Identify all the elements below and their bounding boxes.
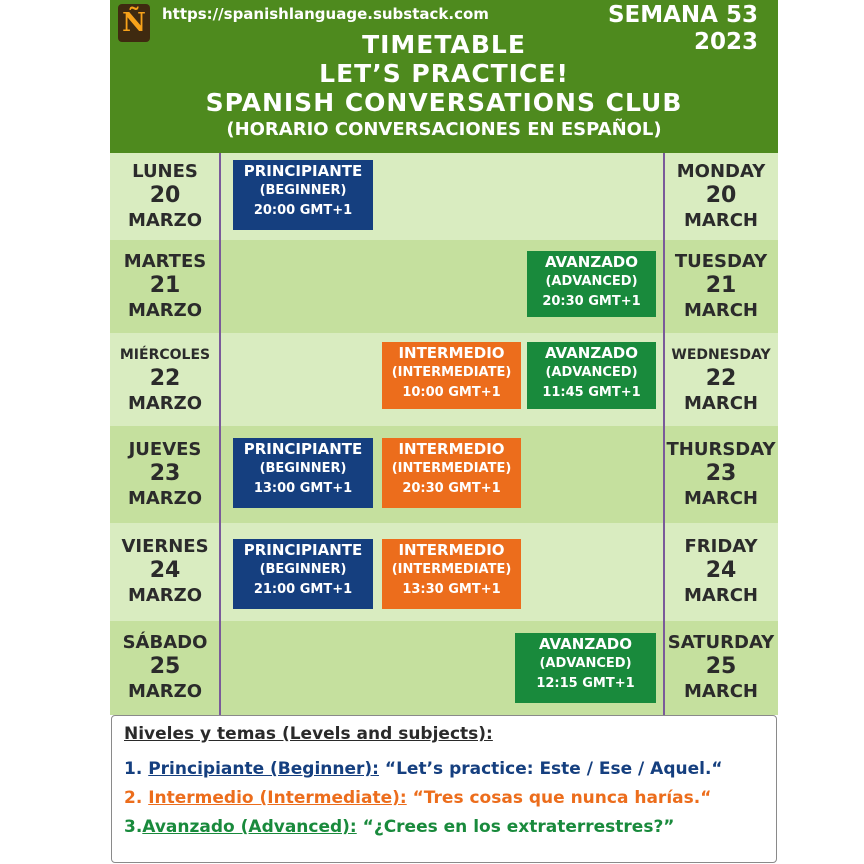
day-name-en: MONDAY xyxy=(676,160,766,182)
month-en: MARCH xyxy=(684,585,758,606)
day-name-es: LUNES xyxy=(132,160,198,182)
session-level: PRINCIPIANTE xyxy=(243,162,363,180)
session-advanced[interactable] xyxy=(515,633,656,703)
day-es-cell xyxy=(110,153,220,240)
session-time: 13:00 GMT+1 xyxy=(253,481,353,496)
day-es-cell xyxy=(110,523,220,621)
session-sublevel: (BEGINNER) xyxy=(259,562,347,577)
column-divider-right xyxy=(663,153,665,715)
logo-icon: Ñ xyxy=(118,4,150,42)
day-name-es: MARTES xyxy=(123,250,207,272)
legend-number: 1. xyxy=(124,759,143,779)
week-number: SEMANA 53 xyxy=(607,2,758,28)
month-en: MARCH xyxy=(684,299,758,321)
levels-legend xyxy=(111,715,777,863)
day-row-saturday xyxy=(110,621,778,715)
legend-title: Niveles y temas (Levels and subjects): xyxy=(124,724,493,744)
legend-level: Avanzado (Advanced): xyxy=(142,817,357,837)
session-sublevel: (ADVANCED) xyxy=(545,365,638,380)
day-name-en: WEDNESDAY xyxy=(671,346,771,363)
session-advanced[interactable] xyxy=(527,251,656,317)
day-row-wednesday xyxy=(110,333,778,426)
day-number: 25 xyxy=(149,654,181,679)
session-sublevel: (BEGINNER) xyxy=(259,461,347,476)
session-intermediate[interactable] xyxy=(382,438,521,508)
legend-level: Principiante (Beginner): xyxy=(148,759,379,779)
session-time: 11:45 GMT+1 xyxy=(542,385,641,400)
month-en: MARCH xyxy=(684,487,758,509)
legend-item-advanced xyxy=(124,817,674,837)
day-name-en: SATURDAY xyxy=(667,632,775,653)
day-en-cell xyxy=(664,426,778,523)
session-level: INTERMEDIO xyxy=(398,440,505,458)
timetable-poster xyxy=(110,0,778,864)
month-es: MARZO xyxy=(127,209,203,231)
session-level: AVANZADO xyxy=(538,635,633,653)
legend-item-intermediate xyxy=(124,788,711,808)
legend-topic: “¿Crees en los extraterrestres?” xyxy=(362,817,675,837)
day-number: 20 xyxy=(705,182,737,208)
schedule-grid xyxy=(110,153,778,715)
session-time: 13:30 GMT+1 xyxy=(402,582,501,597)
day-es-cell xyxy=(110,240,220,333)
session-level: PRINCIPIANTE xyxy=(243,440,363,458)
title-timetable: TIMETABLE xyxy=(362,30,526,59)
session-intermediate[interactable] xyxy=(382,342,521,409)
day-name-es: SÁBADO xyxy=(122,632,208,653)
day-number: 23 xyxy=(705,460,737,486)
day-name-en: FRIDAY xyxy=(684,536,758,557)
legend-level: Intermedio (Intermediate): xyxy=(148,788,407,808)
day-row-tuesday xyxy=(110,240,778,333)
session-sublevel: (INTERMEDIATE) xyxy=(391,461,512,476)
day-name-es: VIERNES xyxy=(121,536,209,557)
month-es: MARZO xyxy=(127,487,203,509)
session-advanced[interactable] xyxy=(527,342,656,409)
day-en-cell xyxy=(664,333,778,426)
legend-number: 3. xyxy=(124,817,143,837)
month-es: MARZO xyxy=(127,681,203,702)
day-name-en: THURSDAY xyxy=(666,438,776,460)
legend-topic: “Let’s practice: Este / Ese / Aquel.“ xyxy=(384,759,723,779)
day-en-cell xyxy=(664,240,778,333)
day-number: 21 xyxy=(149,272,181,298)
month-es: MARZO xyxy=(127,585,203,606)
day-en-cell xyxy=(664,621,778,715)
day-number: 20 xyxy=(149,182,181,208)
month-es: MARZO xyxy=(127,299,203,321)
legend-topic: “Tres cosas que nunca harías.“ xyxy=(412,788,712,808)
day-number: 22 xyxy=(149,365,181,391)
title-club: SPANISH CONVERSATIONS CLUB xyxy=(205,88,683,117)
session-level: INTERMEDIO xyxy=(398,344,505,362)
month-en: MARCH xyxy=(684,209,758,231)
session-level: INTERMEDIO xyxy=(398,541,505,559)
day-name-es: JUEVES xyxy=(128,438,202,460)
session-time: 12:15 GMT+1 xyxy=(536,676,635,691)
day-en-cell xyxy=(664,523,778,621)
day-number: 22 xyxy=(705,365,737,391)
month-en: MARCH xyxy=(684,392,758,414)
session-time: 21:00 GMT+1 xyxy=(253,582,353,597)
month-en: MARCH xyxy=(684,681,758,702)
session-sublevel: (ADVANCED) xyxy=(545,274,638,289)
session-time: 20:30 GMT+1 xyxy=(402,481,501,496)
session-level: AVANZADO xyxy=(544,344,639,362)
day-number: 24 xyxy=(705,558,737,583)
subtitle: (HORARIO CONVERSACIONES EN ESPAÑOL) xyxy=(226,119,662,140)
day-number: 23 xyxy=(149,460,181,486)
session-level: AVANZADO xyxy=(544,253,639,271)
title-practice: LET’S PRACTICE! xyxy=(319,59,569,88)
session-sublevel: (INTERMEDIATE) xyxy=(391,365,512,380)
session-sublevel: (INTERMEDIATE) xyxy=(391,562,512,577)
legend-item-beginner xyxy=(124,759,723,779)
session-time: 20:00 GMT+1 xyxy=(253,203,353,218)
day-es-cell xyxy=(110,333,220,426)
day-name-es: MIÉRCOLES xyxy=(119,346,211,363)
day-number: 21 xyxy=(705,272,737,298)
day-row-monday xyxy=(110,153,778,240)
column-divider-left xyxy=(219,153,221,715)
session-beginner[interactable] xyxy=(233,539,373,609)
title-block xyxy=(110,30,778,141)
session-beginner[interactable] xyxy=(233,438,373,508)
session-time: 10:00 GMT+1 xyxy=(402,385,501,400)
session-intermediate[interactable] xyxy=(382,539,521,609)
session-level: PRINCIPIANTE xyxy=(243,541,363,559)
day-number: 24 xyxy=(149,558,181,583)
day-es-cell xyxy=(110,621,220,715)
site-url[interactable]: https://spanishlanguage.substack.com xyxy=(162,5,489,23)
month-es: MARZO xyxy=(127,392,203,414)
day-number: 25 xyxy=(705,654,737,679)
day-row-friday xyxy=(110,523,778,621)
day-es-cell xyxy=(110,426,220,523)
header xyxy=(110,0,778,153)
session-sublevel: (BEGINNER) xyxy=(259,183,347,198)
year: 2023 xyxy=(693,29,758,55)
session-beginner[interactable] xyxy=(233,160,373,230)
legend-number: 2. xyxy=(124,788,143,808)
day-en-cell xyxy=(664,153,778,240)
session-time: 20:30 GMT+1 xyxy=(542,294,641,309)
day-name-en: TUESDAY xyxy=(674,250,768,272)
day-row-thursday xyxy=(110,426,778,523)
session-sublevel: (ADVANCED) xyxy=(539,656,632,671)
